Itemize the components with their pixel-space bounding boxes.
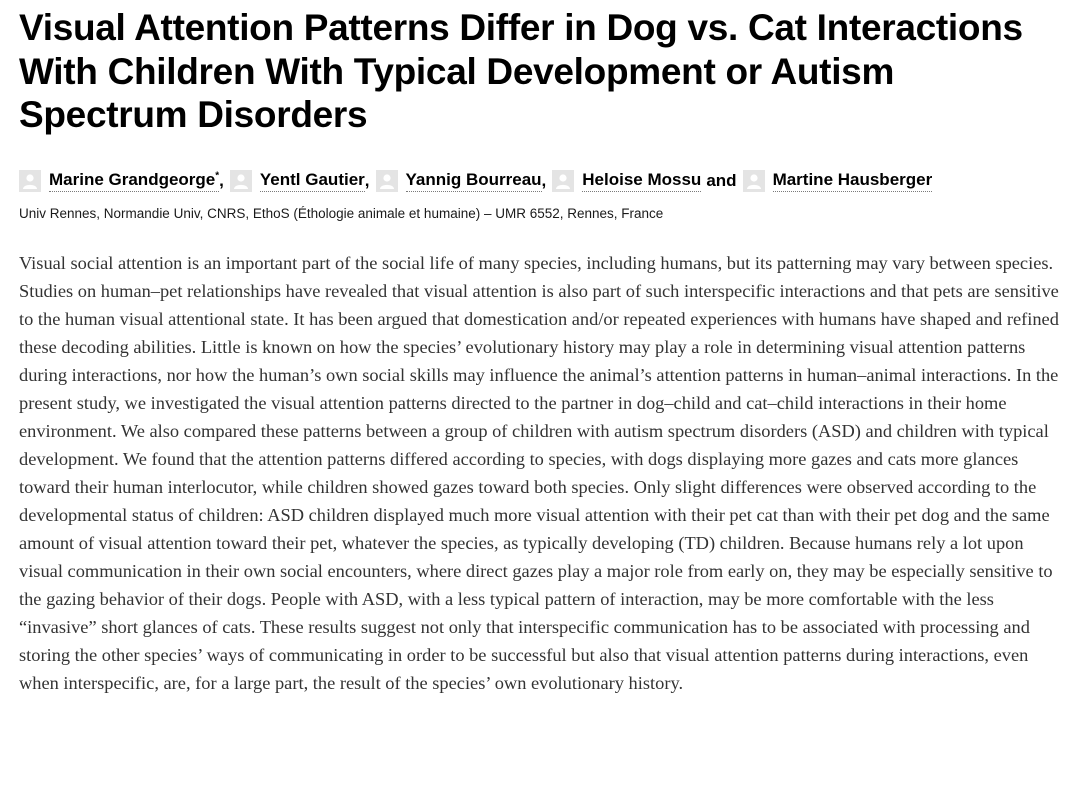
user-avatar-icon: [230, 170, 252, 192]
user-avatar-icon: [743, 170, 765, 192]
author-affiliation: Univ Rennes, Normandie Univ, CNRS, EthoS (Éthologie animale et humaine) – UMR 6552, Rennes, France: [19, 205, 664, 221]
author-separator: ,: [364, 170, 370, 190]
corresponding-author-marker: *: [215, 169, 220, 181]
author-item: [552, 170, 742, 192]
article-title: Visual Attention Patterns Differ in Dog vs. Cat Interactions With Children With Typical Development or Autism Spectrum Disorders: [19, 7, 1023, 135]
author-list: [19, 168, 1065, 194]
article: [19, 6, 1065, 716]
author-separator: ,: [541, 170, 547, 190]
author-item: [230, 170, 376, 192]
author-link[interactable]: Martine Hausberger: [773, 170, 933, 192]
author-link[interactable]: Marine Grandgeorge*: [49, 170, 219, 192]
user-avatar-icon: [19, 170, 41, 192]
author-separator: ,: [219, 170, 224, 190]
author-item: [376, 170, 553, 192]
author-link[interactable]: Heloise Mossu: [582, 170, 701, 192]
author-separator: and: [706, 170, 737, 190]
user-avatar-icon: [376, 170, 398, 192]
author-link[interactable]: Yentl Gautier: [260, 170, 365, 192]
author-link[interactable]: Yannig Bourreau: [406, 170, 542, 192]
user-avatar-icon: [552, 170, 574, 192]
author-item: [19, 170, 230, 192]
abstract-text: Visual social attention is an important part of the social life of many species, including humans, but its patterning may vary between species. Studies on human–pet relationships have revealed that visual attention is also part of such interspecific interactions and that pets are sensitive to the human visual attentional state. It has been argued that domestication and/or repeated experiences with humans have shaped and refined these decoding abilities. Little is known on how the species’ evolutionary history may play a role in determining visual attention patterns during interactions, nor how the human’s own social skills may influence the animal’s attention patterns in human–animal interactions. In the present study, we investigated the visual attention patterns directed to the partner in dog–child and cat–child interactions in their home environment. We also compared these patterns between a group of children with autism spectrum disorders (ASD) and children with typical development. We found that the attention patterns differed according to species, with dogs displaying more gazes and cats more glances toward their human interlocutor, while children showed gazes toward both species. Only slight differences were observed according to the developmental status of children: ASD children displayed much more visual attention with their pet cat than with their pet dog and the same amount of visual attention toward their pet, whatever the species, as typically developing (TD) children. Because humans rely a lot upon visual communication in their own social encounters, where direct gazes play a major role from early on, they may be especially sensitive to the gazing behavior of their dogs. People with ASD, with a less typical pattern of interaction, may be more comfortable with the less “invasive” short glances of cats. These results suggest not only that interspecific communication has to be associated with processing and storing the other species’ ways of communicating in order to be successful but also that visual attention patterns during interactions, even when interspecific, are, for a large part, the result of the species’ own evolutionary history.: [19, 252, 1059, 694]
author-item: [743, 170, 933, 192]
